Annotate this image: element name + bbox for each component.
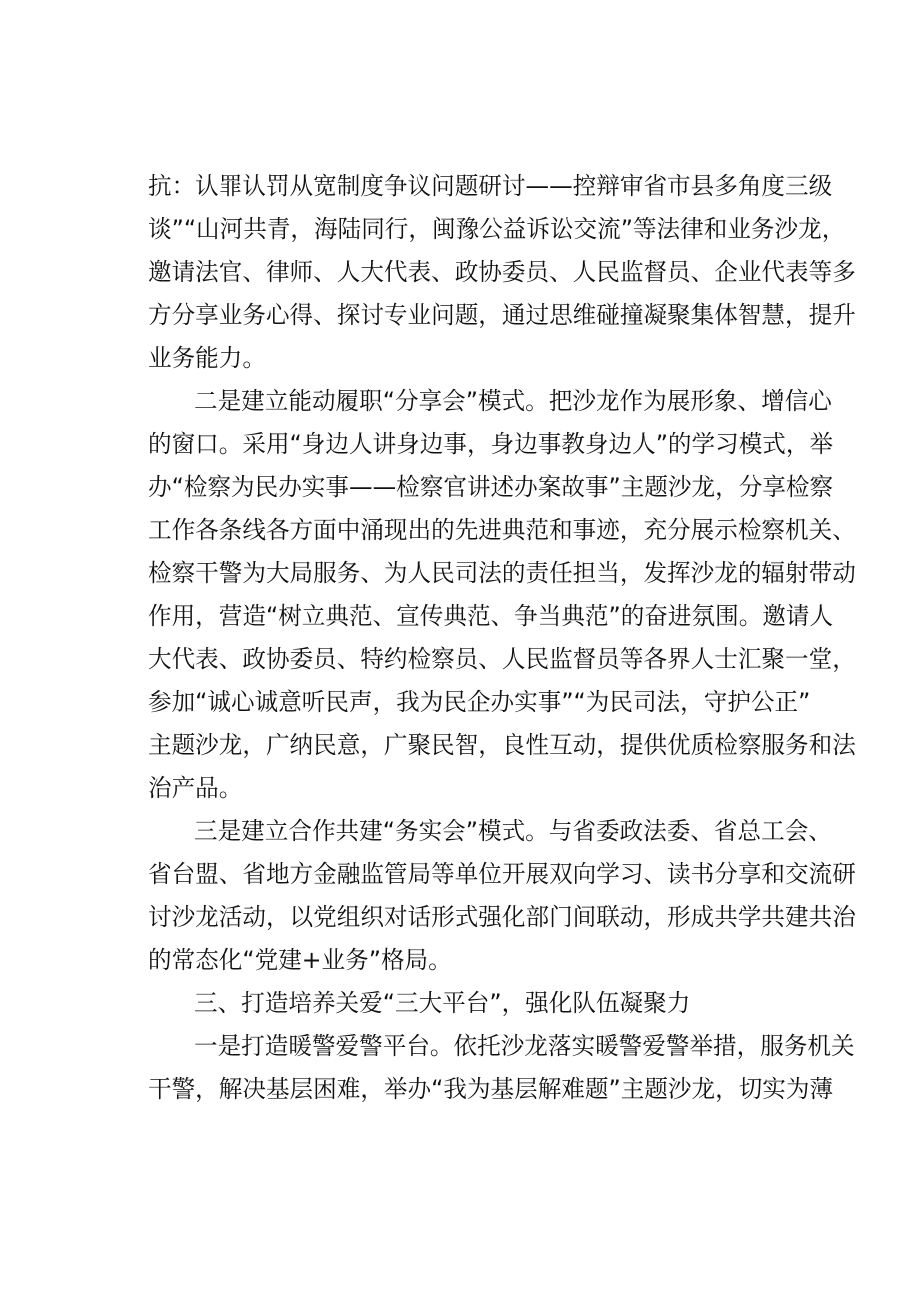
paragraph-start-line: 三是建立合作共建“务实会”模式。与省委政法委、省总工会、: [194, 817, 832, 845]
text-line: 干警，解决基层困难，举办“我为基层解难题”主题沙龙，切实为薄: [148, 1075, 834, 1103]
text-line: 主题沙龙，广纳民意，广聚民智，良性互动，提供优质检察服务和法: [148, 731, 856, 759]
text-line: 抗：认罪认罚从宽制度争议问题研讨——控辩审省市县多角度三级: [148, 172, 833, 200]
text-line: 邀请法官、律师、人大代表、政协委员、人民监督员、企业代表等多: [148, 258, 856, 286]
paragraph-start-line: 二是建立能动履职“分享会”模式。把沙龙作为展形象、增信心: [194, 387, 832, 415]
section-heading: 三、打造培养关爱“三大平台”，强化队伍凝聚力: [194, 989, 691, 1017]
text-line: 的窗口。采用“身边人讲身边事，身边事教身边人”的学习模式，举: [148, 430, 834, 458]
text-line: 业务能力。: [148, 344, 266, 372]
paragraph-start-line: 一是打造暖警爱警平台。依托沙龙落实暖警爱警举措，服务机关: [194, 1032, 855, 1060]
text-line: 办“检察为民办实事——检察官讲述办案故事”主题沙龙，分享检察: [148, 473, 834, 501]
text-line: 谈”“山河共青，海陆同行，闽豫公益诉讼交流”等法律和业务沙龙，: [148, 215, 846, 243]
text-line: 作用，营造“树立典范、宣传典范、争当典范”的奋进氛围。邀请人: [148, 602, 834, 630]
text-line: 工作各条线各方面中涌现出的先进典范和事迹，充分展示检察机关、: [148, 516, 856, 544]
text-line: 检察干警为大局服务、为人民司法的责任担当，发挥沙龙的辐射带动: [148, 559, 856, 587]
text-line: 参加“诚心诚意听民声，我为民企办实事”“为民司法，守护公正”: [148, 688, 811, 716]
text-line: 方分享业务心得、探讨专业问题，通过思维碰撞凝聚集体智慧，提升: [148, 301, 856, 329]
text-line: 治产品。: [148, 774, 243, 802]
text-line: 大代表、政协委员、特约检察员、人民监督员等各界人士汇聚一堂，: [148, 645, 856, 673]
text-line: 省台盟、省地方金融监管局等单位开展双向学习、读书分享和交流研: [148, 860, 856, 888]
document-body: [148, 165, 856, 1111]
text-line: 的常态化“党建+业务”格局。: [148, 946, 452, 974]
text-line: 讨沙龙活动，以党组织对话形式强化部门间联动，形成共学共建共治: [148, 903, 856, 931]
